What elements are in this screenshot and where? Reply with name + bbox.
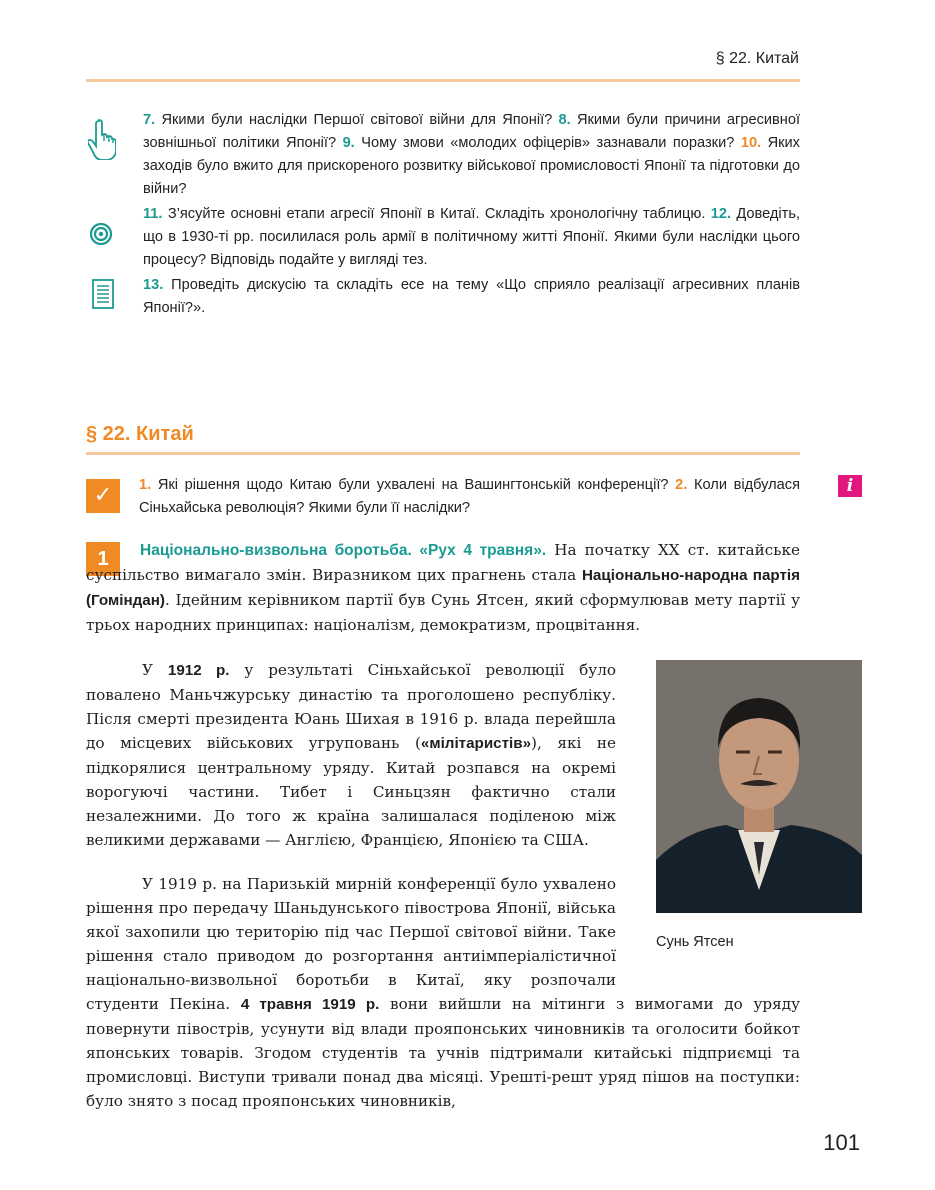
question-number: 7. xyxy=(143,112,156,128)
check-icon: ✓ xyxy=(86,479,120,513)
document-icon xyxy=(92,279,114,313)
question-number: 2. xyxy=(675,477,688,493)
paragraph-text: вони вийшли на мітинги з вимогами до уряду повернути півострів, усунути від влади прояпонських чиновників та оголосити бойкот японських товарів. Згодом студентів та учнів підтримали китайські підприємці та промисловці. Виступи тривали понад два місяці. Урешті-решт уряд пішов на поступки: було знято з посад прояпонських чиновників, xyxy=(86,995,800,1110)
paragraph-1 xyxy=(86,538,800,637)
question-text: Які рішення щодо Китаю були ухвалені на Вашингтонській конференції? xyxy=(151,477,676,493)
bold-term: 4 травня 1919 р. xyxy=(240,996,380,1013)
paragraph-text: ), які не підкорялися центральному уряду. Китай розпався на окремі ворогуючі частини. Тибет і Синьцзян фактично стали незалежними. До того ж країна залишалася поділеною між великими державами — Англією, Францією, Японією та США. xyxy=(86,734,616,849)
question-number: 9. xyxy=(342,135,355,151)
portrait-image xyxy=(656,660,862,913)
page-number: 101 xyxy=(823,1130,860,1155)
portrait-caption: Сунь Ятсен xyxy=(656,934,734,950)
target-icon xyxy=(90,223,112,249)
hand-pointing-icon xyxy=(88,118,116,164)
question-block-synthesis xyxy=(143,203,800,272)
section-rule xyxy=(86,452,800,455)
question-block-analysis xyxy=(143,109,800,201)
question-number: 12. xyxy=(710,206,732,222)
paragraph-text: . Ідейним керівником партії був Сунь Ятсен, який сформулював мету партії у трьох народних принципах: націоналізм, демократизм, процвітання. xyxy=(86,591,800,634)
bold-term: «мілітаристів» xyxy=(420,735,532,752)
point-number-badge: 1 xyxy=(86,542,120,576)
question-number: 13. xyxy=(143,277,164,293)
question-text: Яких заходів було вжито для прискореного розвитку військової промисловості Японії та підготовки до війни? xyxy=(143,135,800,197)
question-text: Якими були наслідки Першої світової війни для Японії? xyxy=(155,112,559,128)
question-number: 10. xyxy=(740,135,762,151)
paragraph-text: У xyxy=(142,661,168,679)
question-number: 1. xyxy=(139,477,152,493)
bold-term: Національно-народна партія (Гоміндан) xyxy=(86,567,800,609)
bold-term: 1912 р. xyxy=(167,662,230,679)
question-number: 11. xyxy=(143,206,163,222)
paragraph-text: На початку XX ст. китайське суспільство вимагало змін. Виразником цих прагнень стала xyxy=(86,541,800,584)
info-badge: i xyxy=(838,475,862,497)
header-rule xyxy=(86,79,800,82)
question-text: Проведіть дискусію та складіть есе на тему «Що сприяло реалізації агресивних планів Японії?». xyxy=(143,277,800,316)
paragraph-text: У 1919 р. на Паризькій мирній конференції було ухвалено рішення про передачу Шаньдунського півострова Японії, війська якої захопили цю територію під час Першої світової війни. Таке рішення стало приводом до розгортання антиімперіалістичної національно-визвольної боротьби в Китаї, яку розпочали студенти Пекіна. xyxy=(86,875,616,1013)
paragraph-text: у результаті Сіньхайської революції було повалено Маньчжурську династію та проголошено республіку. Після смерті президента Юань Шихая в 1916 р. влада перейшла до місцевих військових угруповань ( xyxy=(86,661,616,752)
subheading: Національно-визвольна боротьба. «Рух 4 травня». xyxy=(140,542,547,559)
question-text: Доведіть, що в 1930-ті рр. посилилася роль армії в політичному житті Японії. Якими були наслідки цього процесу? Відповідь подайте у вигляді тез. xyxy=(143,206,801,268)
question-text: Коли відбулася Сіньхайська революція? Якими були її наслідки? xyxy=(139,477,800,516)
paragraph-2 xyxy=(86,658,616,852)
question-block-creative xyxy=(143,274,800,320)
intro-questions xyxy=(139,474,800,520)
section-title: § 22. Китай xyxy=(86,423,194,445)
question-text: Якими були причини агресивної зовнішньої політики Японії? xyxy=(143,112,801,151)
question-text: Чому змови «молодих офіцерів» зазнавали поразки? xyxy=(354,135,741,151)
question-number: 8. xyxy=(558,112,571,128)
question-text: З’ясуйте основні етапи агресії Японії в Китаї. Складіть хронологічну таблицю. xyxy=(162,206,711,222)
running-header: § 22. Китай xyxy=(715,50,799,67)
